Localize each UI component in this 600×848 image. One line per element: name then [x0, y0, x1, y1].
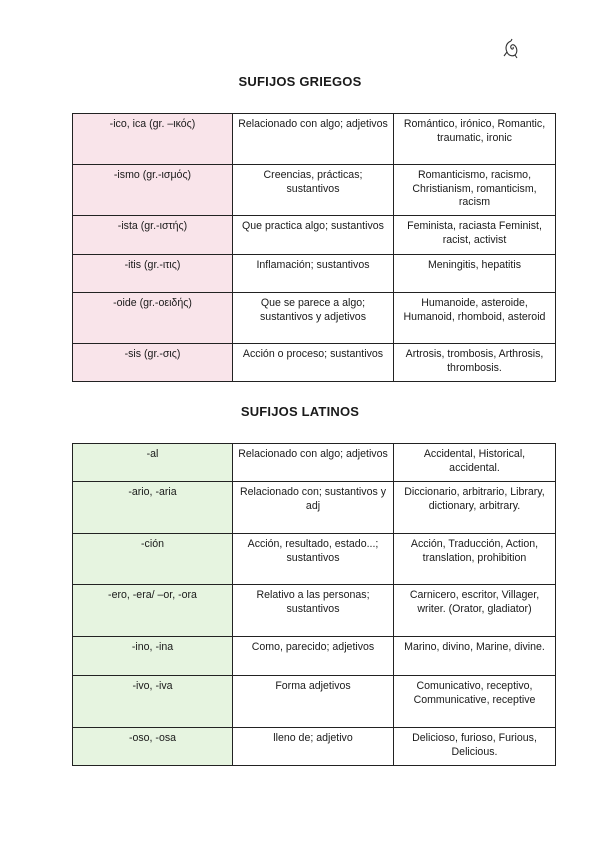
table-row [73, 637, 556, 676]
meaning-cell: Relativo a las personas; sustantivos [233, 585, 394, 637]
table-row [73, 165, 556, 216]
examples-cell: Accidental, Historical, accidental. [394, 444, 556, 482]
suffix-cell: -itis (gr.-ιτις) [73, 255, 233, 293]
examples-cell: Acción, Traducción, Action, translation, prohibition [394, 534, 556, 585]
suffix-cell: -ivo, -iva [73, 676, 233, 728]
table-row [73, 676, 556, 728]
meaning-cell: Relacionado con; sustantivos y adj [233, 482, 394, 534]
suffix-cell: -ico, ica (gr. –ικός) [73, 114, 233, 165]
examples-cell: Feminista, raciasta Feminist, racist, activist [394, 216, 556, 255]
table-row [73, 444, 556, 482]
table-row [73, 534, 556, 585]
meaning-cell: Que se parece a algo; sustantivos y adjetivos [233, 293, 394, 344]
suffix-cell: -ero, -era/ –or, -ora [73, 585, 233, 637]
greek-suffix-table [72, 113, 556, 382]
leaf-doodle-icon [500, 38, 522, 60]
examples-cell: Comunicativo, receptivo, Communicative, receptive [394, 676, 556, 728]
table-row [73, 255, 556, 293]
examples-cell: Carnicero, escritor, Villager, writer. (Orator, gladiator) [394, 585, 556, 637]
examples-cell: Diccionario, arbitrario, Library, dictionary, arbitrary. [394, 482, 556, 534]
meaning-cell: Forma adjetivos [233, 676, 394, 728]
greek-section-title: SUFIJOS GRIEGOS [238, 74, 362, 89]
meaning-cell: Relacionado con algo; adjetivos [233, 444, 394, 482]
examples-cell: Humanoide, asteroide, Humanoid, rhomboid, asteroid [394, 293, 556, 344]
table-row [73, 482, 556, 534]
table-row [73, 293, 556, 344]
meaning-cell: Que practica algo; sustantivos [233, 216, 394, 255]
examples-cell: Delicioso, furioso, Furious, Delicious. [394, 728, 556, 766]
examples-cell: Romanticismo, racismo, Christianism, romanticism, racism [394, 165, 556, 216]
table-row [73, 585, 556, 637]
suffix-cell: -ino, -ina [73, 637, 233, 676]
table-row [73, 344, 556, 382]
suffix-cell: -oide (gr.-οειδής) [73, 293, 233, 344]
suffix-cell: -ismo (gr.-ισμός) [73, 165, 233, 216]
meaning-cell: Acción o proceso; sustantivos [233, 344, 394, 382]
table-row [73, 216, 556, 255]
meaning-cell: Acción, resultado, estado...; sustantivos [233, 534, 394, 585]
suffix-cell: -oso, -osa [73, 728, 233, 766]
table-row [73, 114, 556, 165]
meaning-cell: lleno de; adjetivo [233, 728, 394, 766]
latin-suffix-table [72, 443, 556, 766]
latin-section-title: SUFIJOS LATINOS [240, 404, 360, 419]
meaning-cell: Como, parecido; adjetivos [233, 637, 394, 676]
meaning-cell: Creencias, prácticas; sustantivos [233, 165, 394, 216]
suffix-cell: -al [73, 444, 233, 482]
examples-cell: Meningitis, hepatitis [394, 255, 556, 293]
suffix-cell: -sis (gr.-σις) [73, 344, 233, 382]
suffix-cell: -ario, -aria [73, 482, 233, 534]
table-row [73, 728, 556, 766]
suffix-cell: -ción [73, 534, 233, 585]
meaning-cell: Inflamación; sustantivos [233, 255, 394, 293]
examples-cell: Artrosis, trombosis, Arthrosis, thrombosis. [394, 344, 556, 382]
meaning-cell: Relacionado con algo; adjetivos [233, 114, 394, 165]
examples-cell: Romántico, irónico, Romantic, traumatic, ironic [394, 114, 556, 165]
suffix-cell: -ista (gr.-ιστής) [73, 216, 233, 255]
examples-cell: Marino, divino, Marine, divine. [394, 637, 556, 676]
